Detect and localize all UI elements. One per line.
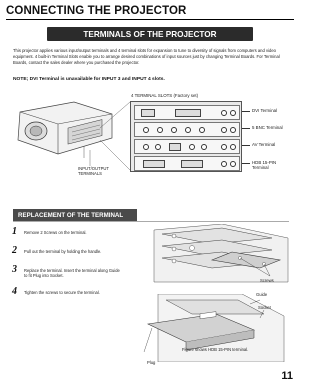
step-text: Pull out the terminal by holding the handle.	[24, 249, 102, 254]
leader-line	[242, 145, 250, 146]
terminal-slot-dvi	[134, 105, 240, 120]
step-number: 3	[12, 264, 17, 275]
figure-caption: Figure shows HDB 15-PIN terminal.	[182, 347, 249, 352]
step-text: Tighten the screws to secure the terminal.	[24, 290, 100, 295]
terminal-slot-hdb15	[134, 156, 240, 171]
step-text: Remove 2 Screws on the terminal.	[24, 230, 87, 235]
terminal-label-hdb15: HDB 15-PIN Terminal	[252, 160, 277, 171]
step-text: Replace the terminal. Insert the terminal along Guide to fit Plug into Socket.	[24, 268, 120, 278]
plug-label: Plug	[147, 360, 156, 365]
leader-line	[242, 163, 250, 164]
step-number: 4	[12, 286, 17, 297]
replacement-rule	[13, 221, 289, 222]
callout-lines	[60, 100, 132, 172]
screws-label: Screws	[260, 278, 274, 283]
intro-paragraph: This projector applies various input/output terminals and 4 terminal slots for expansion to tune to diversity of signals from computers and video equipment. 4 built-in Terminal Slots enable you to arrange desired combinations of input sources just by changing Terminal Boards. For Terminal Boards, contact the sales dealer where you purchased the projector.	[13, 48, 280, 65]
io-label-line2: TERMINALS	[78, 171, 102, 177]
terminal-slot-av	[134, 139, 240, 154]
terminal-panel	[130, 101, 242, 172]
slots-label: 4 TERMINAL SLOTS (Factory set)	[131, 93, 199, 98]
replacement-banner: REPLACEMENT OF THE TERMINAL	[13, 209, 137, 221]
page-number: 11	[281, 370, 293, 382]
step-number: 2	[12, 245, 17, 256]
terminal-label-av: AV Terminal	[252, 142, 276, 147]
dvi-note: NOTE; DVI Terminal is unavailable for INPUT 3 and INPUT 4 slots.	[13, 77, 165, 82]
section-banner: TERMINALS OF THE PROJECTOR	[47, 27, 253, 41]
terminal-slot-bnc	[134, 122, 240, 137]
io-label-line1: INPUT/OUTPUT	[78, 166, 109, 171]
io-terminals-label	[78, 166, 109, 177]
terminal-removal-illustration	[152, 224, 290, 284]
leader-line	[242, 128, 250, 129]
title-rule	[6, 19, 294, 20]
guide-label: Guide	[256, 292, 268, 297]
step-number: 1	[12, 226, 17, 237]
page-title: CONNECTING THE PROJECTOR	[6, 5, 187, 17]
socket-label: Socket	[258, 305, 271, 310]
leader-line	[242, 111, 250, 112]
terminal-label-bnc: 5 BNC Terminal	[252, 125, 283, 130]
terminal-label-dvi: DVI Terminal	[252, 108, 278, 113]
